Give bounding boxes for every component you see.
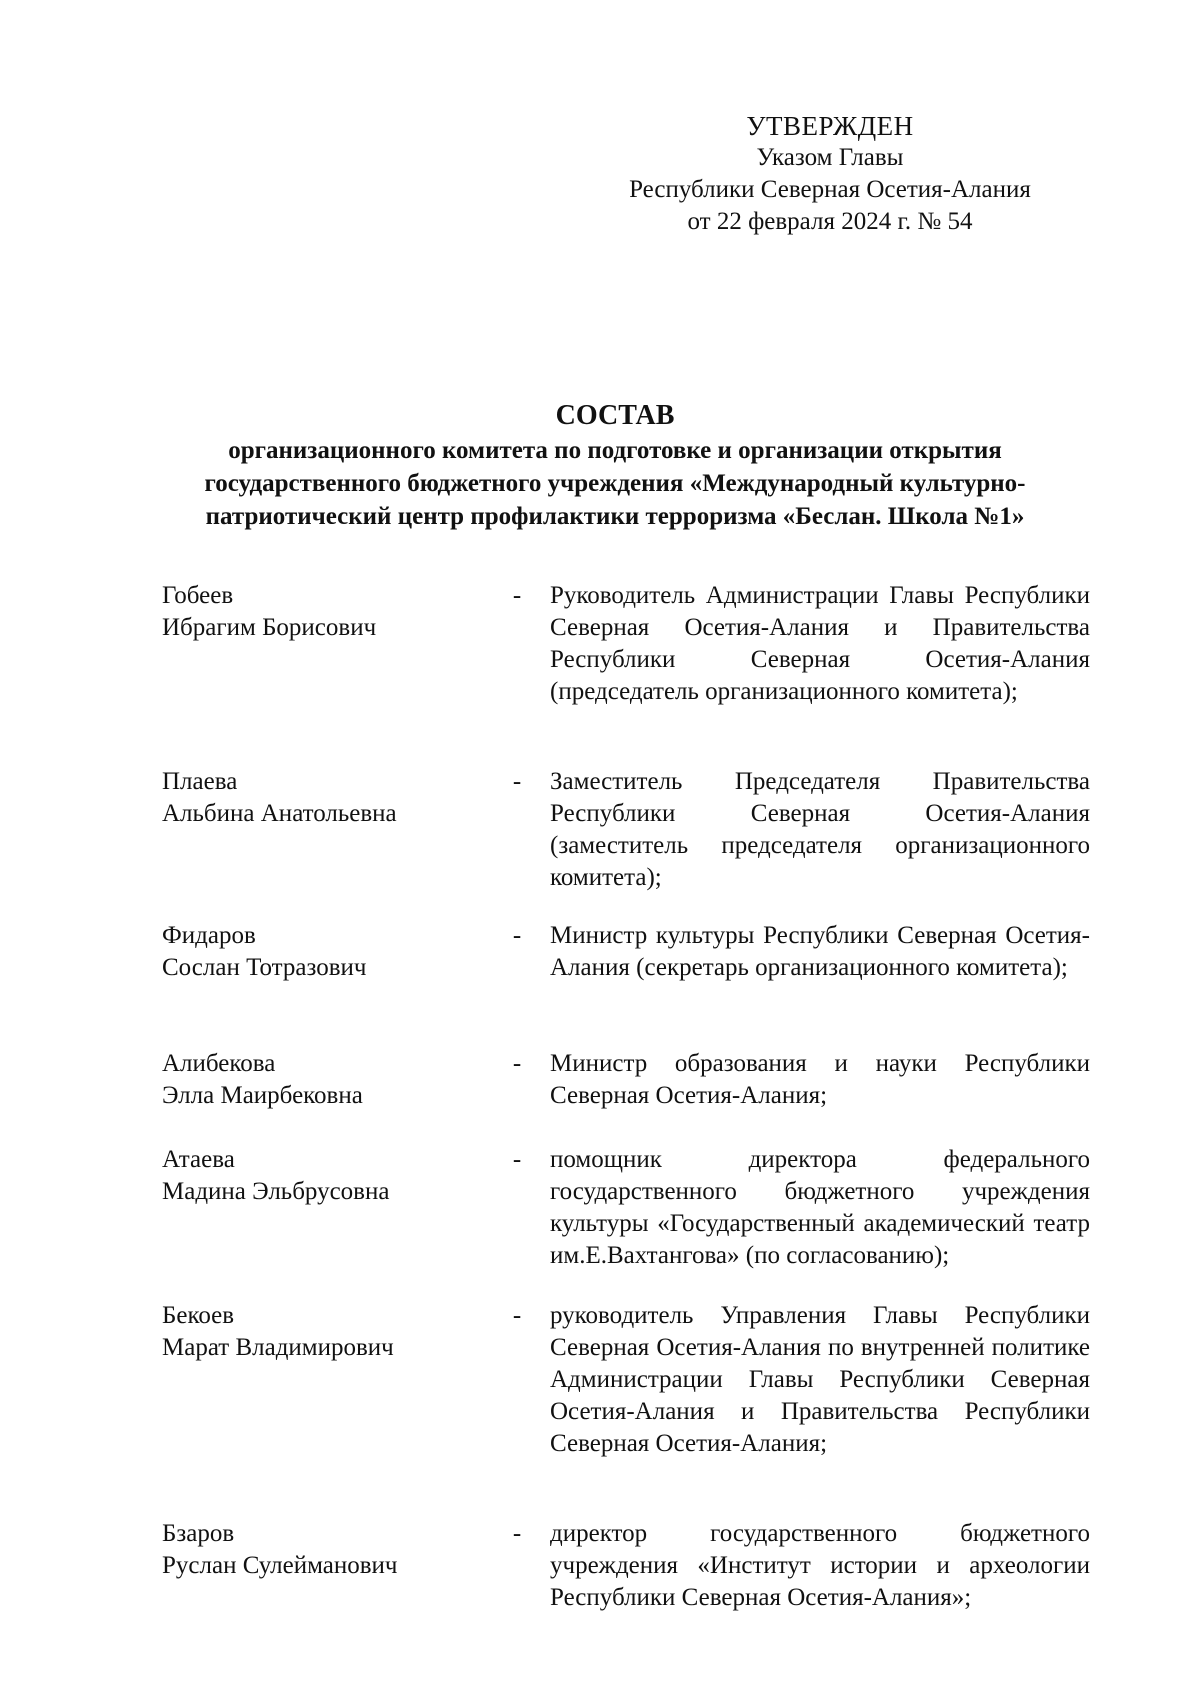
member-dash: - <box>512 1302 522 1329</box>
member-given-names: Марат Владимирович <box>162 1334 394 1361</box>
member-name <box>162 1048 492 1112</box>
document-heading <box>140 398 1090 533</box>
member-name <box>162 1300 492 1364</box>
member-given-names: Альбина Анатольевна <box>162 800 397 827</box>
member-name <box>162 1144 492 1208</box>
member-surname: Фидаров <box>162 922 256 949</box>
member-surname: Гобеев <box>162 582 234 609</box>
member-given-names: Ибрагим Борисович <box>162 614 377 641</box>
member-role: руководитель Управления Главы Республики Северная Осетия-Алания по внутренней политике Администрации Главы Республики Северная Осетия-Алания и Правительства Республики Северная Осетия-Алания; <box>550 1302 1090 1457</box>
approval-decree: Указом Главы <box>756 144 904 171</box>
member-role: директор государственного бюджетного учреждения «Институт истории и археологии Республики Северная Осетия-Алания»; <box>550 1520 1090 1611</box>
member-surname: Бзаров <box>162 1520 235 1547</box>
member-name <box>162 920 492 984</box>
member-dash: - <box>512 768 522 795</box>
member-role: помощник директора федерального государственного бюджетного учреждения культуры «Государственный академический театр им.Е.Вахтангова» (по согласованию); <box>550 1146 1090 1269</box>
member-name <box>162 766 492 830</box>
member-surname: Бекоев <box>162 1302 235 1329</box>
member-surname: Атаева <box>162 1146 235 1173</box>
member-dash: - <box>512 1050 522 1077</box>
member-role: Министр культуры Республики Северная Осетия-Алания (секретарь организационного комитета); <box>550 922 1090 981</box>
member-role: Руководитель Администрации Главы Республики Северная Осетия-Алания и Правительства Республики Северная Осетия-Алания (председатель организационного комитета); <box>550 582 1090 705</box>
approval-republic: Республики Северная Осетия-Алания <box>629 176 1031 203</box>
heading-line-3: патриотический центр профилактики терроризма «Беслан. Школа №1» <box>205 503 1025 530</box>
document-title: СОСТАВ <box>555 400 675 431</box>
heading-line-1: организационного комитета по подготовке и организации открытия <box>228 437 1002 464</box>
approval-block <box>590 110 1070 238</box>
member-dash: - <box>512 922 522 949</box>
member-dash: - <box>512 582 522 609</box>
heading-line-2: государственного бюджетного учреждения «Международный культурно- <box>204 470 1026 497</box>
member-name <box>162 580 492 644</box>
member-dash: - <box>512 1520 522 1547</box>
member-role: Министр образования и науки Республики Северная Осетия-Алания; <box>550 1050 1090 1109</box>
member-dash: - <box>512 1146 522 1173</box>
member-surname: Плаева <box>162 768 238 795</box>
member-given-names: Сослан Тотразович <box>162 954 367 981</box>
member-given-names: Мадина Эльбрусовна <box>162 1178 390 1205</box>
member-given-names: Элла Маирбековна <box>162 1082 363 1109</box>
approval-date: от 22 февраля 2024 г. № 54 <box>687 208 973 235</box>
member-surname: Алибекова <box>162 1050 276 1077</box>
member-role: Заместитель Председателя Правительства Республики Северная Осетия-Алания (заместитель председателя организационного комитета); <box>550 768 1090 891</box>
member-name <box>162 1518 492 1582</box>
member-given-names: Руслан Сулейманович <box>162 1552 398 1579</box>
approval-word: УТВЕРЖДЕН <box>746 111 914 141</box>
